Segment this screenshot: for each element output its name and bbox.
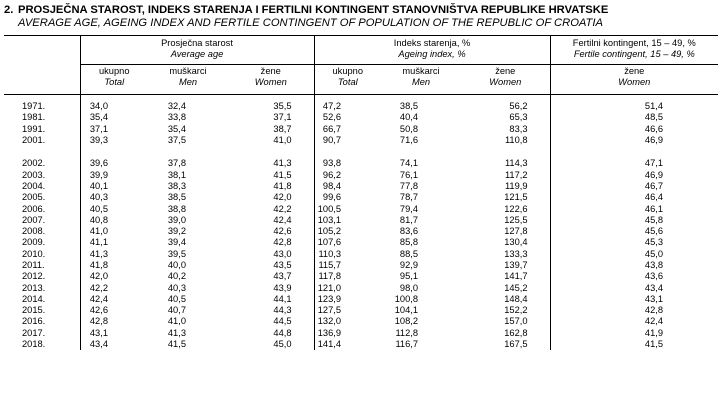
value-cell: 79,4 [399,203,419,214]
year-cell: 2014. [22,293,46,304]
value-cell: 37,5 [167,135,186,146]
value-cell: 37,8 [167,158,186,169]
value-cell: 40,7 [167,305,186,316]
value-cell: 45,0 [273,339,292,350]
value-cell: 41,9 [550,328,718,339]
header-sub-total: ukupno Total [314,65,381,95]
header-sub-row [4,65,718,95]
value-cell: 42,4 [550,316,718,327]
value-cell: 110,3 [314,249,381,260]
value-cell: 42,4 [273,214,292,225]
value-cell: 39,9 [80,169,148,180]
table-row [4,215,718,226]
value-cell: 95,1 [399,271,419,282]
header-group-average-age [80,36,314,65]
value-cell: 51,4 [550,101,718,112]
table-row [4,249,718,260]
value-cell: 162,8 [504,327,528,338]
value-cell: 105,2 [314,226,381,237]
value-cell: 43,0 [273,248,292,259]
table-title [4,4,720,17]
value-cell: 125,5 [504,214,528,225]
table-row [4,271,718,282]
value-cell: 88,5 [399,248,419,259]
table-row [4,260,718,271]
value-cell: 123,9 [314,294,381,305]
table-body-census-years [4,95,718,146]
value-cell: 43,6 [550,271,718,282]
value-cell: 43,4 [80,339,148,350]
value-cell: 41,0 [167,316,186,327]
value-cell: 78,7 [399,192,419,203]
value-cell: 38,1 [167,169,186,180]
year-cell: 2011. [22,260,45,270]
table-row [4,192,718,203]
value-cell: 45,6 [550,226,718,237]
value-cell: 43,9 [273,282,292,293]
table-row [4,124,718,135]
value-cell: 45,3 [550,237,718,248]
value-cell: 76,1 [399,169,419,180]
value-cell: 40,1 [80,181,148,192]
year-cell: 2016. [22,316,46,327]
value-cell: 71,6 [399,135,419,146]
value-cell: 42,4 [80,294,148,305]
value-cell: 46,9 [550,169,718,180]
value-cell: 52,6 [314,112,381,123]
value-cell: 43,1 [80,328,148,339]
value-cell: 44,8 [273,327,292,338]
value-cell: 136,9 [314,328,381,339]
value-cell: 39,6 [80,158,148,169]
value-cell: 42,2 [80,282,148,293]
year-cell: 2003. [22,169,46,180]
header-group-fertile-contingent [550,36,718,65]
table-row [4,282,718,293]
header-sub-men: muškarci Men [148,65,228,95]
header-group-row [4,36,718,65]
value-cell: 42,0 [273,192,292,203]
value-cell: 139,7 [504,260,528,270]
value-cell: 104,1 [394,305,419,316]
value-cell: 40,3 [167,282,186,293]
year-cell: 2008. [22,226,46,237]
value-cell: 41,5 [550,339,718,350]
value-cell: 41,3 [167,327,186,338]
value-cell: 66,7 [314,124,381,135]
header-group-label-hr: Prosječna starost [161,38,233,48]
value-cell: 41,0 [80,226,148,237]
table-row [4,328,718,339]
year-cell: 2017. [22,327,46,338]
table-title-block [4,4,720,30]
value-cell: 100,8 [394,293,419,304]
value-cell: 40,3 [80,192,148,203]
value-cell: 41,1 [80,237,148,248]
value-cell: 33,8 [167,112,186,123]
value-cell: 32,4 [167,101,186,112]
year-cell: 1991. [22,123,46,134]
value-cell: 40,4 [399,112,419,123]
header-group-ageing-index [314,36,550,65]
header-sub-women: žene Women [461,65,550,95]
year-cell: 1981. [22,112,46,123]
header-group-label-en: Fertile contingent, 15 – 49, % [573,49,695,59]
value-cell: 50,8 [399,123,419,134]
value-cell: 38,5 [167,192,186,203]
table-row [4,305,718,316]
value-cell: 167,5 [504,339,528,350]
value-cell: 37,1 [80,124,148,135]
table-row [4,101,718,112]
year-cell: 2013. [22,282,46,293]
value-cell: 38,7 [273,123,292,134]
value-cell: 40,0 [167,260,186,270]
year-cell: 2006. [22,203,46,214]
value-cell: 48,5 [550,112,718,123]
header-group-label-en: Average age [170,49,224,59]
header-corner [4,36,80,65]
table-row [4,339,718,350]
table-row [4,294,718,305]
year-cell: 2015. [22,305,46,316]
value-cell: 41,8 [80,260,148,271]
value-cell: 132,0 [314,316,381,327]
value-cell: 115,7 [314,260,381,271]
table-row [4,226,718,237]
value-cell: 42,8 [273,237,292,248]
value-cell: 35,4 [80,112,148,123]
value-cell: 34,0 [80,101,148,112]
header-group-label-hr: Fertilni kontingent, 15 – 49, % [572,38,696,48]
header-sub-women: žene Women [550,65,718,95]
value-cell: 43,8 [550,260,718,271]
header-sub-total: ukupno Total [80,65,148,95]
value-cell: 56,2 [509,101,528,112]
value-cell: 38,8 [167,203,186,214]
value-cell: 114,3 [504,158,528,169]
value-cell: 42,6 [80,305,148,316]
value-cell: 107,6 [314,237,381,248]
value-cell: 41,5 [167,339,186,350]
table-body-annual [4,146,718,350]
value-cell: 81,7 [399,214,419,225]
value-cell: 43,4 [550,282,718,293]
value-cell: 39,3 [80,135,148,146]
value-cell: 130,4 [504,237,528,248]
value-cell: 110,8 [504,135,528,146]
year-cell: 2005. [22,192,46,203]
value-cell: 46,1 [550,203,718,214]
value-cell: 121,0 [314,282,381,293]
value-cell: 42,6 [273,226,292,237]
value-cell: 40,5 [167,293,186,304]
year-cell: 2009. [22,237,46,248]
value-cell: 47,2 [314,101,381,112]
table-row [4,135,718,146]
value-cell: 44,1 [273,293,292,304]
value-cell: 100,5 [314,203,381,214]
value-cell: 117,2 [504,169,528,180]
value-cell: 42,2 [273,203,292,214]
value-cell: 93,8 [314,158,381,169]
value-cell: 39,4 [167,237,186,248]
value-cell: 90,7 [314,135,381,146]
value-cell: 127,8 [504,226,528,237]
value-cell: 42,0 [80,271,148,282]
value-cell: 83,6 [399,226,419,237]
value-cell: 40,5 [80,203,148,214]
year-cell: 1971. [22,101,46,112]
value-cell: 47,1 [550,158,718,169]
table-row [4,158,718,169]
value-cell: 103,1 [314,215,381,226]
table-row [4,203,718,214]
year-cell: 2018. [22,339,46,350]
value-cell: 40,2 [167,271,186,282]
table-row [4,112,718,123]
value-cell: 122,6 [504,203,528,214]
year-cell: 2004. [22,180,46,191]
value-cell: 35,5 [273,101,292,112]
year-cell: 2001. [22,135,46,146]
value-cell: 141,4 [314,339,381,350]
value-cell: 157,0 [504,316,528,327]
value-cell: 85,8 [399,237,419,248]
value-cell: 43,1 [550,294,718,305]
value-cell: 42,8 [550,305,718,316]
value-cell: 39,5 [167,248,186,259]
value-cell: 145,2 [504,282,528,293]
value-cell: 74,1 [399,158,419,169]
value-cell: 42,8 [80,316,148,327]
value-cell: 46,4 [550,192,718,203]
value-cell: 44,5 [273,316,292,327]
value-cell: 77,8 [399,180,419,191]
value-cell: 35,4 [167,123,186,134]
value-cell: 116,7 [395,339,419,350]
table-row [4,237,718,248]
statistics-table [4,35,718,350]
value-cell: 119,9 [504,180,528,191]
year-cell: 2012. [22,271,46,282]
value-cell: 43,5 [273,260,292,270]
table-title-hr: PROSJEČNA STAROST, INDEKS STARENJA I FERTILNI KONTINGENT STANOVNIŠTVA REPUBLIKE HRVATSKE [18,4,609,16]
value-cell: 99,6 [314,192,381,203]
value-cell: 117,8 [314,271,381,282]
table-row [4,316,718,327]
value-cell: 148,4 [504,293,528,304]
year-cell: 2010. [22,248,46,259]
value-cell: 39,0 [167,214,186,225]
value-cell: 96,2 [314,169,381,180]
spacer-row [4,146,718,158]
table-row [4,181,718,192]
value-cell: 41,3 [273,158,292,169]
value-cell: 83,3 [509,123,528,134]
value-cell: 98,4 [314,181,381,192]
value-cell: 65,3 [509,112,528,123]
value-cell: 46,6 [550,124,718,135]
header-sub-men: muškarci Men [381,65,461,95]
value-cell: 98,0 [399,282,419,293]
header-sub-women: žene Women [228,65,314,95]
value-cell: 38,3 [167,180,186,191]
value-cell: 92,9 [399,260,419,270]
value-cell: 37,1 [273,112,292,123]
value-cell: 46,9 [550,135,718,146]
value-cell: 45,0 [550,249,718,260]
value-cell: 44,3 [273,305,292,316]
value-cell: 112,8 [395,327,419,338]
value-cell: 141,7 [504,271,528,282]
value-cell: 38,5 [399,101,419,112]
value-cell: 39,2 [167,226,186,237]
value-cell: 41,3 [80,249,148,260]
value-cell: 40,8 [80,215,148,226]
value-cell: 127,5 [314,305,381,316]
value-cell: 108,2 [394,316,419,327]
table-row [4,169,718,180]
value-cell: 133,3 [504,248,528,259]
table-number: 2. [4,4,14,16]
table-title-en: AVERAGE AGE, AGEING INDEX AND FERTILE CONTINGENT OF POPULATION OF THE REPUBLIC OF CROATIA [18,17,603,29]
value-cell: 45,8 [550,215,718,226]
value-cell: 43,7 [273,271,292,282]
header-group-label-en: Ageing index, % [398,49,466,59]
year-cell: 2002. [22,158,46,169]
value-cell: 152,2 [504,305,528,316]
value-cell: 41,5 [273,169,292,180]
value-cell: 41,0 [273,135,292,146]
year-cell: 2007. [22,214,46,225]
value-cell: 121,5 [504,192,528,203]
value-cell: 46,7 [550,181,718,192]
header-group-label-hr: Indeks starenja, % [393,38,471,48]
value-cell: 41,8 [273,180,292,191]
